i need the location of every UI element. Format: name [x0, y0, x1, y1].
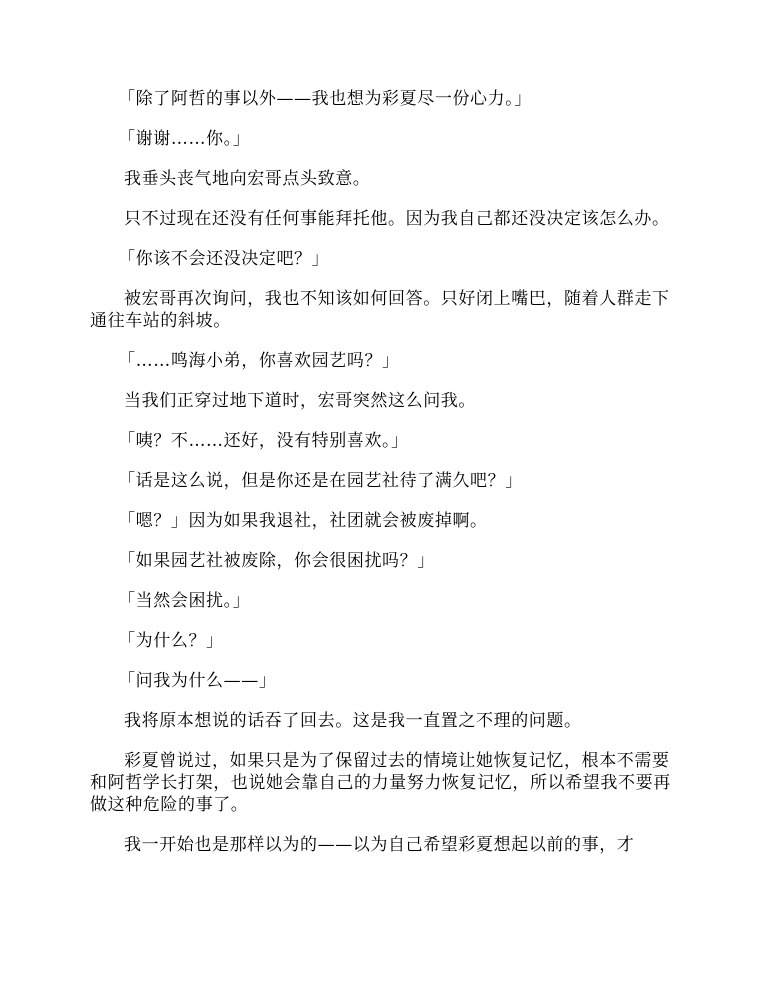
paragraph: 我一开始也是那样以为的——以为自己希望彩夏想起以前的事，才	[124, 835, 635, 855]
paragraph: 被宏哥再次询问，我也不知该如何回答。只好闭上嘴巴，随着人群走下通往车站的斜坡。	[90, 289, 670, 331]
paragraph: 「咦？不……还好，没有特别喜欢。」	[118, 431, 409, 451]
paragraph: 当我们正穿过地下道时，宏哥突然这么问我。	[124, 391, 476, 411]
paragraph: 「问我为什么——」	[118, 671, 277, 691]
paragraph: 彩夏曾说过，如果只是为了保留过去的情境让她恢复记忆，根本不需要和阿哲学长打架，也说她会靠自己的力量努力恢复记忆，所以希望我不要再做这种危险的事了。	[90, 751, 671, 815]
text-body	[90, 88, 678, 874]
paragraph: 只不过现在还没有任何事能拜托他。因为我自己都还没决定该怎么办。	[124, 209, 670, 229]
paragraph: 「除了阿哲的事以外——我也想为彩夏尽一份心力。」	[118, 89, 532, 109]
paragraph: 我垂头丧气地向宏哥点头致意。	[124, 169, 371, 189]
paragraph: 「为什么？」	[118, 631, 224, 651]
paragraph: 「当然会困扰。」	[118, 591, 251, 611]
paragraph: 「你该不会还没决定吧？」	[118, 249, 330, 269]
paragraph: 「谢谢……你。」	[118, 129, 251, 149]
paragraph: 「嗯？」因为如果我退社，社团就会被废掉啊。	[118, 511, 488, 531]
paragraph: 我将原本想说的话吞了回去。这是我一直置之不理的问题。	[124, 711, 582, 731]
paragraph: 「……鸣海小弟，你喜欢园艺吗？」	[118, 351, 400, 371]
paragraph: 「如果园艺社被废除，你会很困扰吗？」	[118, 551, 435, 571]
paragraph: 「话是这么说，但是你还是在园艺社待了满久吧？」	[118, 471, 523, 491]
